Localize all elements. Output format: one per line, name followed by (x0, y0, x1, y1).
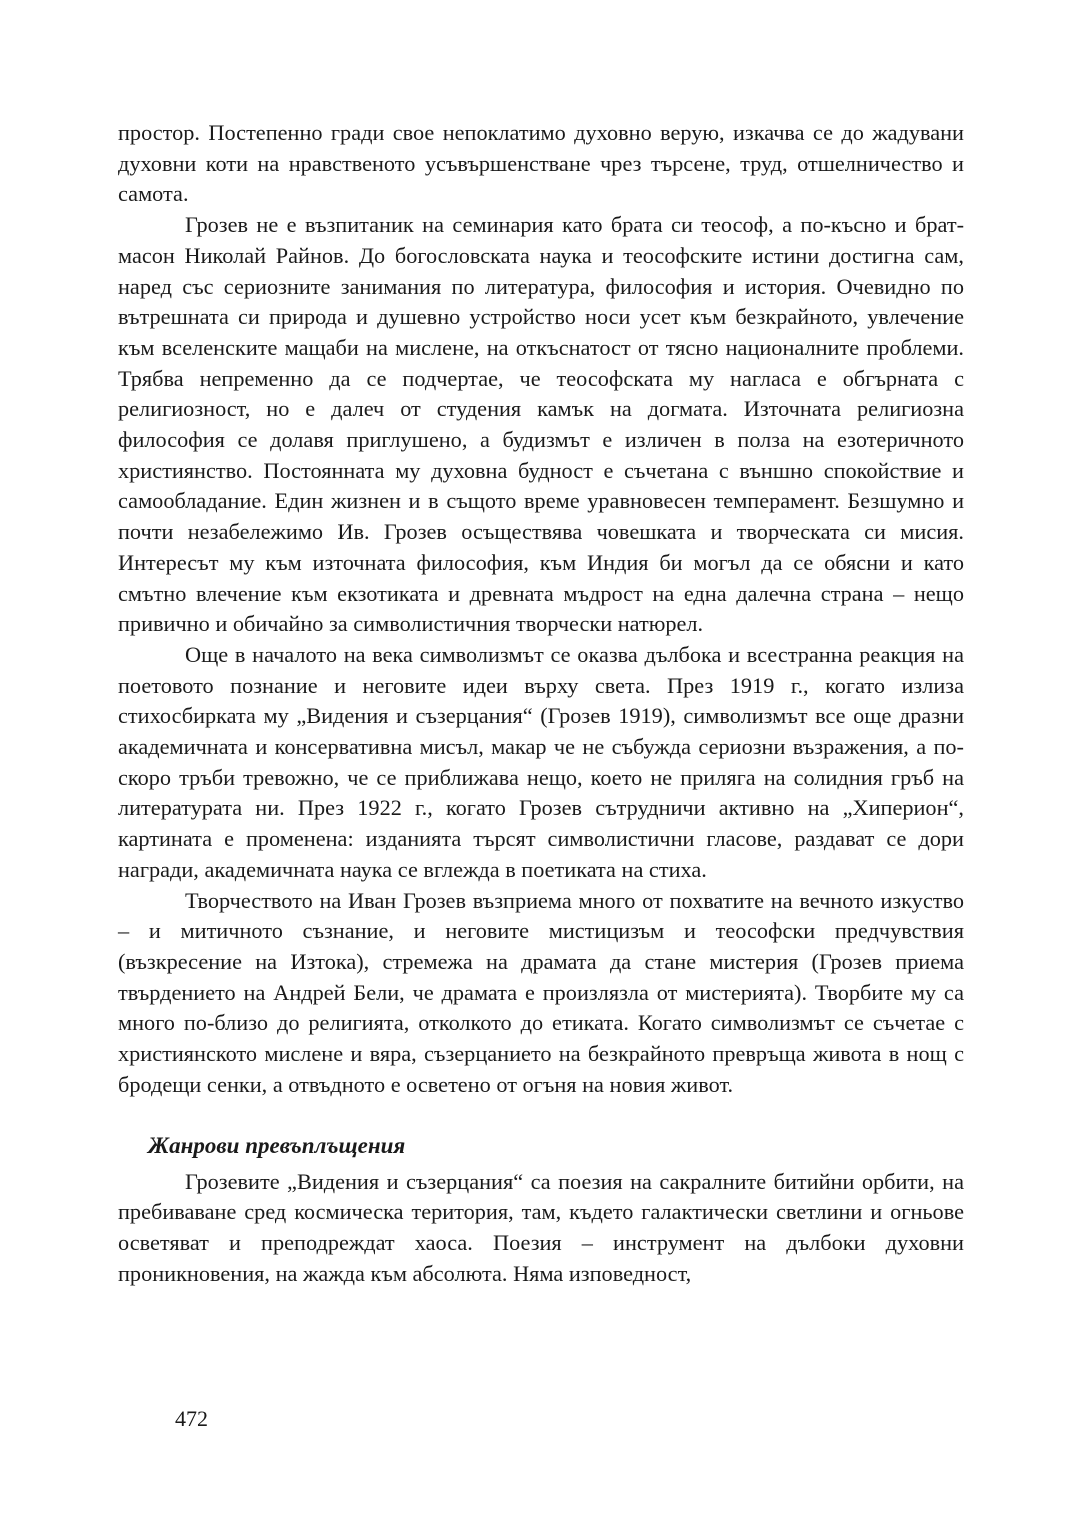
paragraph-symbolism-reaction: Още в началото на века символизмът се оказва дълбока и всестранна реакция на поетовото познание и неговите идеи върху света. През 1919 г., когато излиза стихосбирката му „Видения и съзерцания“ (Грозев 1919), символизмът все още дразни академичната и консервативна мисъл, макар че не събужда сериозни възражения, а по-скоро тръби тревожно, че се приближава нещо, което не приляга на солидния гръб на литературата ни. През 1922 г., когато Грозев сътрудничи активно на „Хиперион“, картината е променена: изданията търсят символистични гласове, раздават се дори награди, академичната наука се вглежда в поетиката на стиха. (118, 641, 964, 882)
paragraph-continuation: простор. Постепенно гради свое непоклатимо духовно верую, изкачва се до жадувани духовни коти на нравственото усъвършенстване чрез търсене, труд, отшелничество и самота. (118, 120, 964, 207)
paragraph-genre: Грозевите „Видения и съзерцания“ са поезия на сакралните битийни орбити, на пребиваване сред космическа територия, там, където галактически светлини и огньове осветяват и преподреждат хаоса. Поезия – инструмент на дълбоки духовни проникновения, на жажда към абсолюта. Няма изповедност, (118, 1168, 964, 1286)
paragraph-creative-work: Творчеството на Иван Грозев възприема много от похватите на вечното изкуство – и митичното съзнание, и неговите мистицизъм и теософски предчувствия (възкресение на Изтока), стремежа на драмата да стане мистерия (Грозев приема твърдението на Андрей Бели, че драмата е произлязла от мистерията). Творбите му са много по-близо до религията, отколкото до етиката. Когато символизмът се съчетае с християнското мислене и вяра, съзерцанието на безкрайното превръща живота в нощ с бродещи сенки, а отвъдното е осветено от огъня на новия живот. (118, 887, 964, 1097)
paragraph-theosophy: Грозев не е възпитаник на семинария като брата си теософ, а по-късно и брат-масон Николай Райнов. До богословската наука и теософските истини достигна сам, наред със сериозните занимания по литература, философия и история. Очевидно по вътрешната си природа и душевно устройство носи усет към безкрайното, увлечение към вселенските мащаби на мислене, на откъснатост от тясно националните проблеми. Трябва непременно да се подчертае, че теософската му нагласа е обгърната с религиозност, но е далеч от студения камък на догмата. Източната религиозна философия се долавя приглушено, а будизмът е изличен в полза на езотеричното християнство. Постоянната му духовна будност е съчетана с външно спокойствие и самообладание. Един жизнен и в същото време уравновесен темперамент. Безшумно и почти незабележимо Ив. Грозев осъществява човешката и творческата си мисия. Интересът му към източната философия, към Индия би могъл да се обясни и като смътно влечение към екзотиката и древната мъдрост на една далечна страна – нещо привично и обичайно за символистичния творчески натюрел. (118, 212, 964, 637)
page-body (118, 118, 964, 1289)
section-heading: Жанрови превъплъщения (148, 1132, 406, 1158)
page-number: 472 (175, 1406, 208, 1431)
